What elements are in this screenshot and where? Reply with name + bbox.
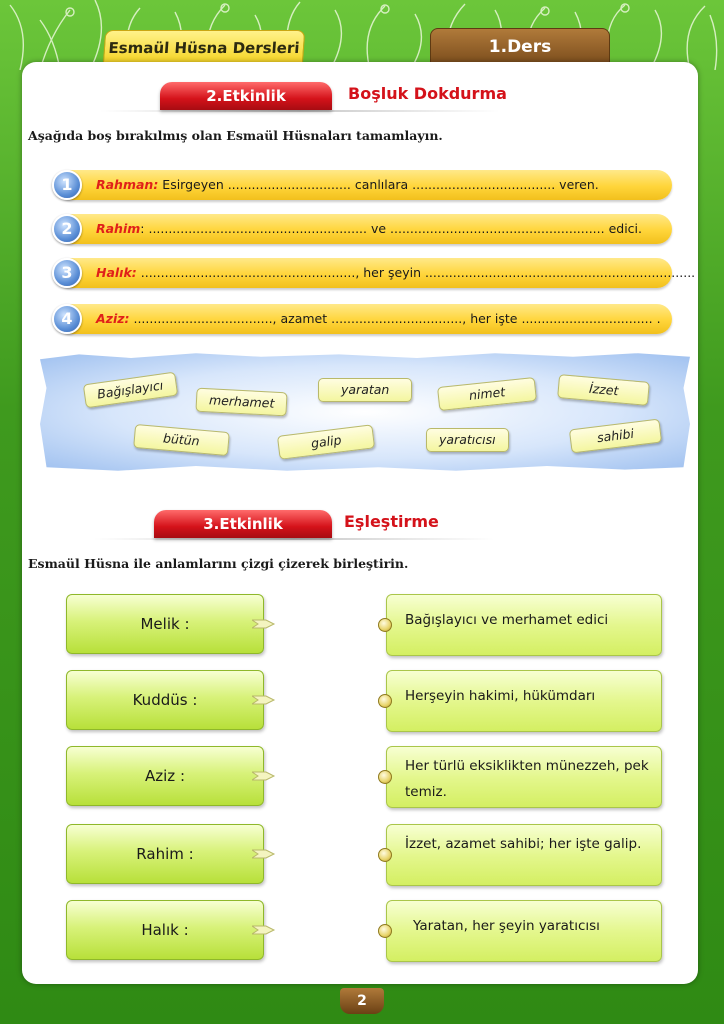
number-badge: 1 bbox=[52, 170, 82, 200]
fill-row-key: Rahman: bbox=[96, 177, 159, 192]
lesson-tab: 1.Ders bbox=[430, 28, 610, 66]
number-badge: 4 bbox=[52, 304, 82, 334]
fill-row-text: : ....................................................... ve ...................................................... edici. bbox=[140, 221, 642, 236]
activity2-label: 2.Etkinlik bbox=[160, 82, 332, 110]
arrow-tip-icon bbox=[252, 923, 276, 937]
activity3-label: 3.Etkinlik bbox=[154, 510, 332, 538]
word-card[interactable]: sahibi bbox=[569, 419, 662, 454]
fill-row-text: ......................................................, her şeyin .................................................................... bbox=[136, 265, 696, 280]
fill-row[interactable] bbox=[58, 170, 672, 200]
word-card[interactable]: yaratan bbox=[318, 378, 412, 402]
fill-row-text: ..................................., azamet ................................., her işte ................................. . bbox=[129, 311, 661, 326]
fill-row-text: Esirgeyen ............................... canlılara .................................... veren. bbox=[158, 177, 599, 192]
name-box[interactable]: Aziz : bbox=[66, 746, 264, 806]
name-box[interactable]: Kuddüs : bbox=[66, 670, 264, 730]
arrow-tip-icon bbox=[252, 769, 276, 783]
fill-row[interactable] bbox=[58, 214, 672, 244]
word-card[interactable]: galip bbox=[277, 424, 376, 460]
word-card[interactable]: bütün bbox=[133, 424, 229, 456]
meaning-box[interactable]: Her türlü eksiklikten münezzeh, pek temiz. bbox=[386, 746, 662, 808]
word-bank bbox=[40, 352, 690, 472]
meaning-box[interactable]: İzzet, azamet sahibi; her işte galip. bbox=[386, 824, 662, 886]
meaning-box[interactable]: Herşeyin hakimi, hükümdarı bbox=[386, 670, 662, 732]
connector-dot[interactable] bbox=[378, 770, 392, 784]
activity2-heading bbox=[160, 82, 560, 112]
series-title-tab: Esmaül Hüsna Dersleri bbox=[103, 30, 306, 66]
activity2-title: Boşluk Dokdurma bbox=[348, 84, 507, 103]
word-card[interactable]: Bağışlayıcı bbox=[83, 372, 178, 409]
activity3-heading bbox=[154, 510, 554, 540]
number-badge: 3 bbox=[52, 258, 82, 288]
name-box[interactable]: Melik : bbox=[66, 594, 264, 654]
arrow-tip-icon bbox=[252, 617, 276, 631]
meaning-box[interactable]: Bağışlayıcı ve merhamet edici bbox=[386, 594, 662, 656]
arrow-tip-icon bbox=[252, 847, 276, 861]
number-badge: 2 bbox=[52, 214, 82, 244]
connector-dot[interactable] bbox=[378, 694, 392, 708]
activity2-heading-line bbox=[100, 110, 500, 112]
word-card[interactable]: yaratıcısı bbox=[426, 428, 509, 452]
activity2-instruction: Aşağıda boş bırakılmış olan Esmaül Hüsnaları tamamlayın. bbox=[28, 128, 443, 143]
fill-row[interactable] bbox=[58, 258, 696, 288]
word-card[interactable]: İzzet bbox=[557, 374, 650, 406]
fill-row-key: Halık: bbox=[96, 265, 137, 280]
page-number: 2 bbox=[340, 988, 384, 1014]
activity3-instruction: Esmaül Hüsna ile anlamlarını çizgi çizerek birleştirin. bbox=[28, 556, 409, 571]
name-box[interactable]: Halık : bbox=[66, 900, 264, 960]
meaning-box[interactable]: Yaratan, her şeyin yaratıcısı bbox=[386, 900, 662, 962]
word-card[interactable]: merhamet bbox=[195, 388, 287, 417]
activity3-title: Eşleştirme bbox=[344, 512, 439, 531]
connector-dot[interactable] bbox=[378, 618, 392, 632]
fill-row-key: Rahim bbox=[96, 221, 141, 236]
connector-dot[interactable] bbox=[378, 848, 392, 862]
word-card[interactable]: nimet bbox=[437, 377, 537, 411]
connector-dot[interactable] bbox=[378, 924, 392, 938]
fill-row[interactable] bbox=[58, 304, 672, 334]
activity3-heading-line bbox=[94, 538, 494, 540]
arrow-tip-icon bbox=[252, 693, 276, 707]
name-box[interactable]: Rahim : bbox=[66, 824, 264, 884]
fill-row-key: Aziz: bbox=[96, 311, 130, 326]
